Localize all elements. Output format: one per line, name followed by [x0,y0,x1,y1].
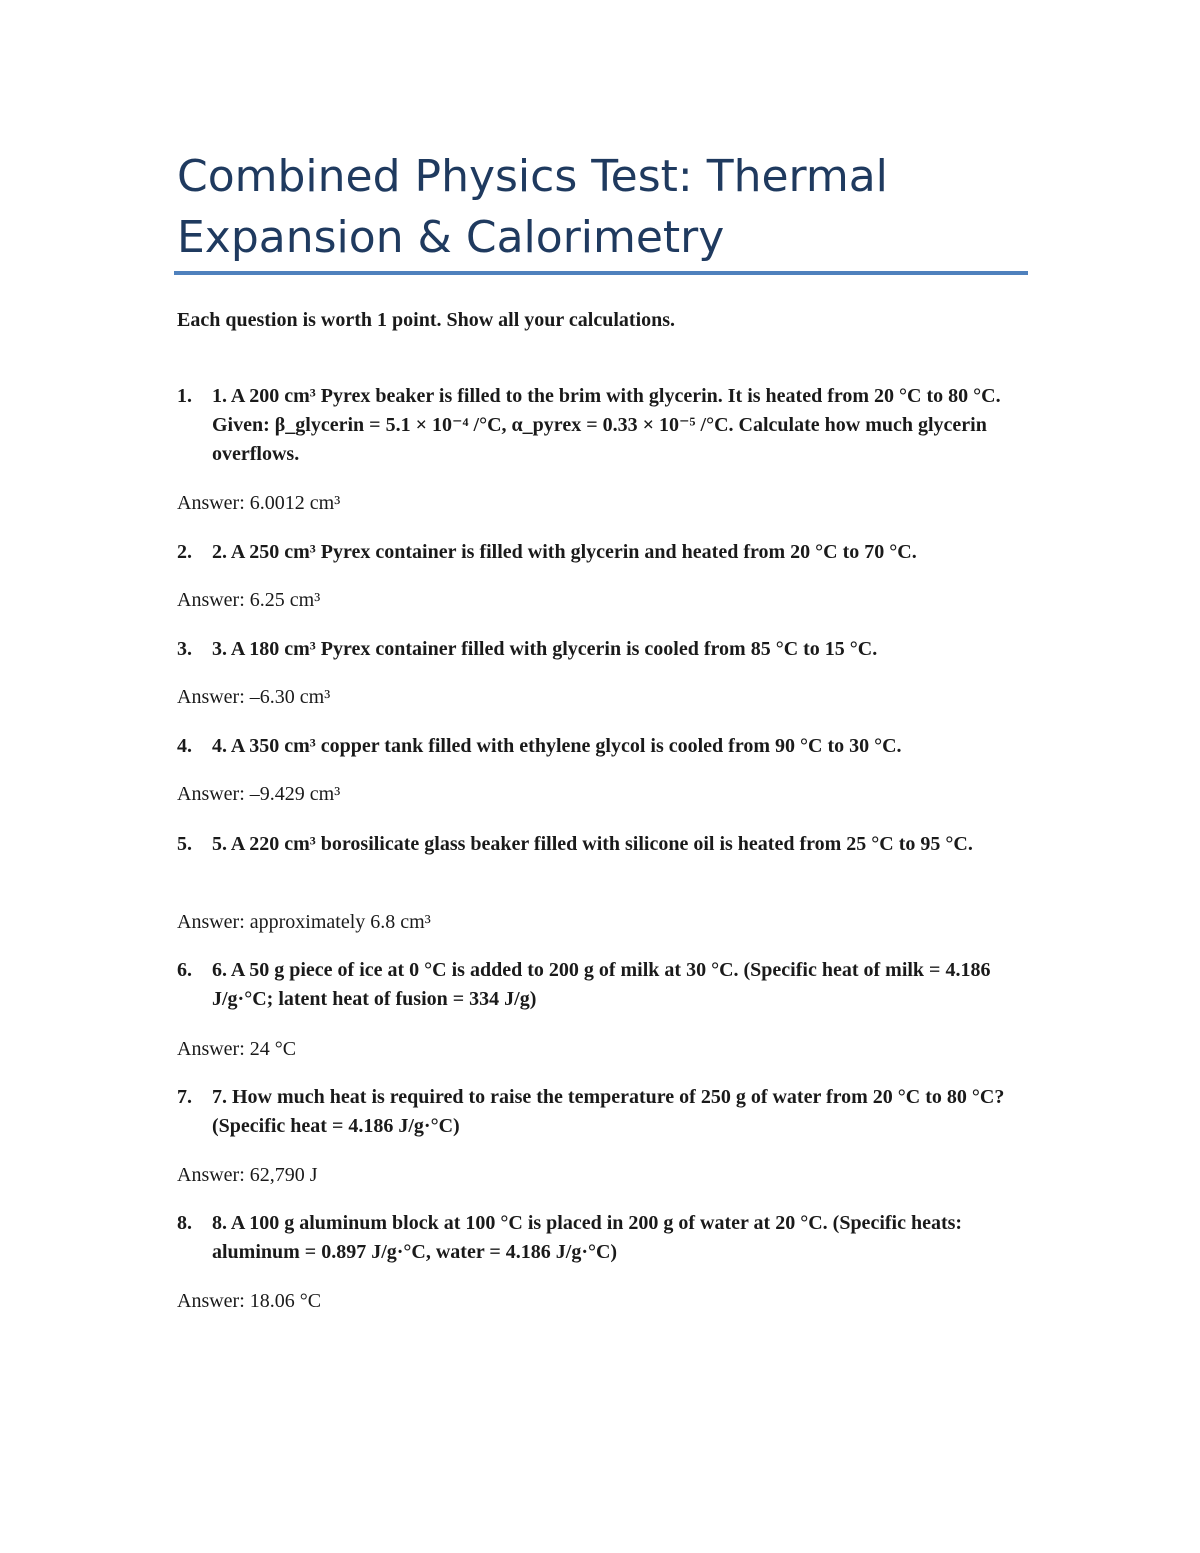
question-7 [177,1083,1027,1141]
answer-8: Answer: 18.06 °C [177,1290,322,1312]
question-1 [177,382,1027,469]
question-number: 1. [177,385,192,407]
question-6 [177,956,1027,1014]
instructions: Each question is worth 1 point. Show all your calculations. [177,309,676,331]
question-4 [177,732,1027,761]
question-2 [177,538,1027,567]
question-text: 3. A 180 cm³ Pyrex container filled with glycerin is cooled from 85 °C to 15 °C. [212,638,878,660]
question-text: 7. How much heat is required to raise the temperature of 250 g of water from 20 °C to 80 °C? (Specific heat = 4.186 J/g·°C) [212,1086,1005,1137]
answer-1: Answer: 6.0012 cm³ [177,492,341,514]
question-3 [177,635,1027,664]
answer-4: Answer: –9.429 cm³ [177,783,341,805]
question-number: 6. [177,959,192,981]
question-text: 4. A 350 cm³ copper tank filled with ethylene glycol is cooled from 90 °C to 30 °C. [212,735,902,757]
answer-7: Answer: 62,790 J [177,1164,318,1186]
answer-3: Answer: –6.30 cm³ [177,686,331,708]
question-text: 6. A 50 g piece of ice at 0 °C is added to 200 g of milk at 30 °C. (Specific heat of milk = 4.186 J/g·°C; latent heat of fusion = 334 J/g) [212,959,991,1010]
title-line-2: Expansion & Calorimetry [177,212,725,263]
question-number: 8. [177,1212,192,1234]
question-5 [177,830,1027,859]
document-title [177,146,1037,268]
question-number: 3. [177,638,192,660]
question-text: 2. A 250 cm³ Pyrex container is filled with glycerin and heated from 20 °C to 70 °C. [212,541,917,563]
question-number: 2. [177,541,192,563]
title-underline-rule [174,271,1028,275]
question-number: 5. [177,833,192,855]
answer-6: Answer: 24 °C [177,1038,297,1060]
question-text: 8. A 100 g aluminum block at 100 °C is placed in 200 g of water at 20 °C. (Specific heats: aluminum = 0.897 J/g·°C, water = 4.186 J/g·°C) [212,1212,963,1263]
question-8 [177,1209,1027,1267]
answer-5: Answer: approximately 6.8 cm³ [177,911,431,933]
question-number: 7. [177,1086,192,1108]
question-text: 1. A 200 cm³ Pyrex beaker is filled to the brim with glycerin. It is heated from 20 °C to 80 °C. Given: β_glycerin = 5.1 × 10⁻⁴ /°C, α_pyrex = 0.33 × 10⁻⁵ /°C. Calculate how much glycerin overflows. [212,385,1001,465]
question-text: 5. A 220 cm³ borosilicate glass beaker filled with silicone oil is heated from 25 °C to 95 °C. [212,833,973,855]
question-number: 4. [177,735,192,757]
title-line-1: Combined Physics Test: Thermal [177,151,888,202]
answer-2: Answer: 6.25 cm³ [177,589,321,611]
